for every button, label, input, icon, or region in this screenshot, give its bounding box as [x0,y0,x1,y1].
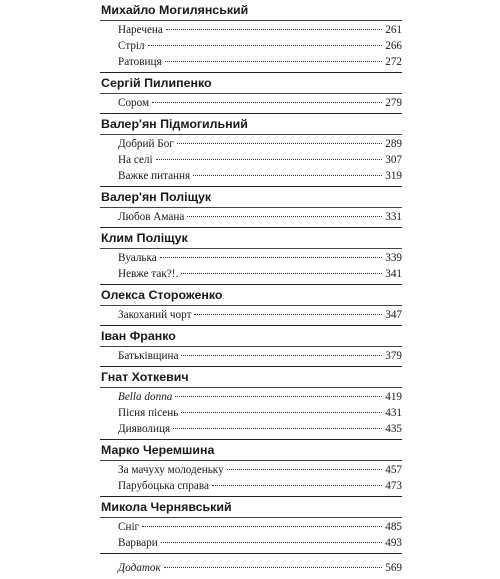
page-number: 493 [385,537,402,549]
dot-leader [142,526,382,527]
toc-entry [100,266,402,282]
entry-title: Любов Амана [118,211,185,223]
page-number: 419 [385,391,402,403]
dot-leader [152,102,382,103]
dot-leader [164,567,382,568]
toc-section [100,440,402,497]
appendix-entry [100,557,402,579]
entry-title: Bella donna [118,391,173,403]
page-number: 485 [385,521,402,533]
author-heading: Михайло Могилянський [100,0,402,21]
dot-leader [161,542,383,543]
dot-leader [187,216,382,217]
toc-entry [100,209,402,225]
entry-title: Сором [118,97,150,109]
entry-title: Добрий Бог [118,138,174,150]
entry-title: Батьківщина [118,350,179,362]
page-number: 279 [385,97,402,109]
author-heading: Марко Черемшина [100,440,402,461]
entry-title: На селі [118,154,153,166]
entry-title: Ратовиця [118,56,162,68]
dot-leader [193,175,382,176]
toc-entry [100,348,402,364]
toc-entry [100,421,402,437]
toc-section [100,367,402,440]
entry-title: Дияволиця [118,423,171,435]
entry-title: Вуалька [118,252,157,264]
dot-leader [177,143,382,144]
toc-section [100,73,402,114]
entry-title: Варвари [118,537,158,549]
entry-title: Закоханий чорт [118,309,192,321]
toc-entry [100,250,402,266]
author-heading: Сергій Пилипенко [100,73,402,94]
entry-list [100,461,402,496]
dot-leader [212,485,382,486]
dot-leader [181,412,382,413]
toc-section [100,228,402,285]
page-number: 331 [385,211,402,223]
toc-section [100,285,402,326]
author-heading: Іван Франко [100,326,402,347]
table-of-contents [100,0,402,579]
dot-leader [181,355,382,356]
page-number: 319 [385,170,402,182]
entry-title: Сніг [118,521,140,533]
dot-leader [173,428,382,429]
dot-leader [166,29,382,30]
author-heading: Микола Чернявський [100,497,402,518]
toc-entry [100,389,402,405]
page-number: 272 [385,56,402,68]
toc-entry [100,22,402,38]
entry-title: Парубоцька справа [118,480,209,492]
page-number: 569 [385,562,402,574]
dot-leader [165,61,383,62]
toc-entry [100,54,402,70]
author-heading: Олекса Стороженко [100,285,402,306]
entry-list [100,135,402,186]
entry-list [100,518,402,553]
entry-list [100,208,402,227]
toc-section [100,0,402,73]
page-number: 341 [385,268,402,280]
toc-entry [100,307,402,323]
toc-section [100,497,402,554]
entry-title: Стріл [118,40,145,52]
entry-list [100,388,402,439]
dot-leader [227,469,383,470]
author-heading: Клим Поліщук [100,228,402,249]
toc-section [100,326,402,367]
entry-title: Невже так?!. [118,268,179,280]
dot-leader [156,159,383,160]
entry-list [100,249,402,284]
page-number: 266 [385,40,402,52]
page-number: 473 [385,480,402,492]
author-heading: Валер'ян Підмогильний [100,114,402,135]
dot-leader [194,314,382,315]
toc-entry [100,519,402,535]
dot-leader [175,396,382,397]
entry-title: Пісня пісень [118,407,179,419]
page-number: 457 [385,464,402,476]
entry-list [100,94,402,113]
page-number: 261 [385,24,402,36]
page-number: 347 [385,309,402,321]
toc-entry [100,535,402,551]
page-number: 431 [385,407,402,419]
toc-entry [100,136,402,152]
appendix-title: Додаток [118,562,161,574]
entry-title: За мачуху молоденьку [118,464,224,476]
entry-list [100,306,402,325]
page-number: 339 [385,252,402,264]
page-number: 289 [385,138,402,150]
page-number: 379 [385,350,402,362]
entry-list [100,21,402,72]
entry-title: Наречена [118,24,163,36]
toc-section [100,114,402,187]
dot-leader [148,45,383,46]
page-number: 307 [385,154,402,166]
toc-section [100,187,402,228]
entry-list [100,347,402,366]
author-heading: Гнат Хоткевич [100,367,402,388]
entry-title: Важке питання [118,170,191,182]
toc-entry [100,478,402,494]
page-number: 435 [385,423,402,435]
author-heading: Валер'ян Поліщук [100,187,402,208]
toc-entry [100,38,402,54]
toc-entry [100,152,402,168]
toc-entry [100,95,402,111]
dot-leader [160,257,382,258]
toc-entry [100,462,402,478]
toc-entry [100,405,402,421]
dot-leader [181,273,382,274]
toc-entry [100,168,402,184]
